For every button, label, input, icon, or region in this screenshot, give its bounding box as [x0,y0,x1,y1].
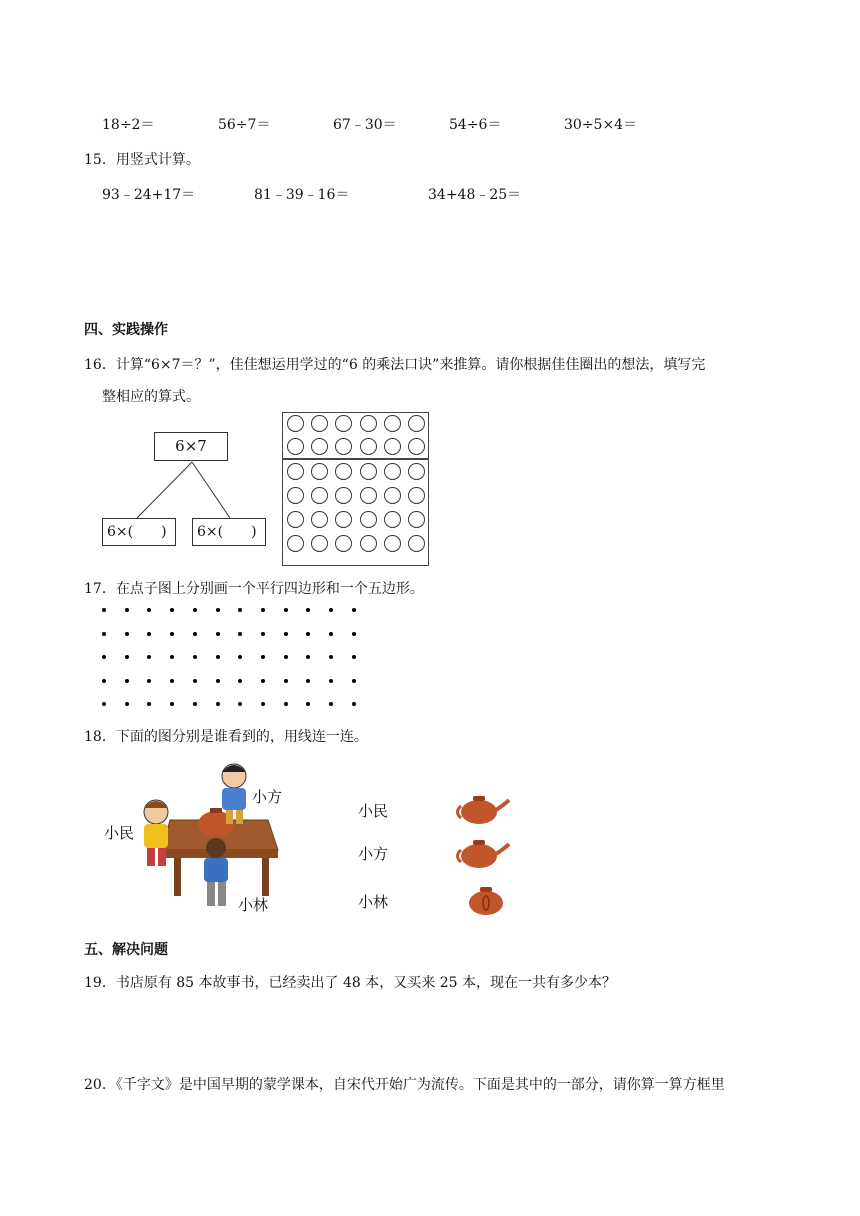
circle-mark [384,535,401,552]
q15-title: 15．用竖式计算。 [84,152,200,168]
grid-dot[interactable] [193,679,197,683]
circle-mark [360,487,377,504]
circle-group-top [282,412,429,459]
section-5-title: 五、解决问题 [84,942,168,958]
calc-item-2: 56÷7＝ [218,117,271,133]
circle-mark [384,415,401,432]
circle-mark [360,438,377,455]
circle-mark [287,438,304,455]
circle-mark [384,463,401,480]
circle-mark [360,511,377,528]
grid-dot[interactable] [216,632,220,636]
q16-line-2: 整相应的算式。 [102,389,200,405]
grid-dot[interactable] [102,655,106,659]
circle-mark [287,487,304,504]
grid-dot[interactable] [352,679,356,683]
grid-dot[interactable] [125,679,129,683]
grid-dot[interactable] [147,608,151,612]
grid-dot[interactable] [238,632,242,636]
top-box-6x7: 6×7 [154,432,228,461]
teapot-side-view-1[interactable] [453,790,511,826]
q20-text: 20．《千字文》是中国早期的蒙学课本，自宋代开始广为流传。下面是其中的一部分，请你算一算方框里 [84,1077,725,1093]
grid-dot[interactable] [329,632,333,636]
grid-dot[interactable] [284,608,288,612]
q19-text: 19．书店原有 85 本故事书，已经卖出了 48 本，又买来 25 本，现在一共有多少本？ [84,975,616,991]
grid-dot[interactable] [284,632,288,636]
grid-dot[interactable] [261,608,265,612]
scene-label-xiaofang: 小方 [252,788,283,806]
grid-dot[interactable] [306,608,310,612]
grid-dot[interactable] [306,655,310,659]
right-answer-box[interactable]: 6×( ) [192,518,266,546]
grid-dot[interactable] [329,702,333,706]
grid-dot[interactable] [352,655,356,659]
grid-dot[interactable] [261,632,265,636]
grid-dot[interactable] [261,679,265,683]
q15-item-3: 34+48﹣25＝ [428,187,522,203]
circle-mark [384,487,401,504]
calc-item-4: 54÷6＝ [449,117,502,133]
scene-label-xiaolin: 小林 [238,896,269,914]
grid-dot[interactable] [125,608,129,612]
circle-mark [408,415,425,432]
grid-dot[interactable] [306,702,310,706]
grid-dot[interactable] [147,632,151,636]
circle-group-bottom [282,459,429,566]
name-xiaolin[interactable]: 小林 [358,893,389,911]
circle-mark [408,438,425,455]
table-scene-illustration [100,758,305,918]
q17-title: 17．在点子图上分别画一个平行四边形和一个五边形。 [84,581,424,597]
circle-mark [287,463,304,480]
left-answer-box[interactable]: 6×( ) [102,518,176,546]
grid-dot[interactable] [102,632,106,636]
q16-line-1: 16．计算“6×7＝？”，佳佳想运用学过的“6 的乘法口诀”来推算。请你根据佳佳圈出的想法，填写完 [84,357,706,373]
grid-dot[interactable] [170,655,174,659]
grid-dot[interactable] [352,608,356,612]
grid-dot[interactable] [306,679,310,683]
circle-mark [408,487,425,504]
grid-dot[interactable] [216,608,220,612]
grid-dot[interactable] [216,655,220,659]
circle-mark [360,535,377,552]
grid-dot[interactable] [216,702,220,706]
teapot-side-view-2[interactable] [453,834,511,870]
grid-dot[interactable] [352,702,356,706]
grid-dot[interactable] [284,679,288,683]
grid-dot[interactable] [147,702,151,706]
grid-dot[interactable] [147,679,151,683]
circle-mark [287,511,304,528]
grid-dot[interactable] [193,632,197,636]
grid-dot[interactable] [261,655,265,659]
name-xiaomin[interactable]: 小民 [358,802,389,820]
grid-dot[interactable] [170,632,174,636]
grid-dot[interactable] [102,608,106,612]
section-4-title: 四、实践操作 [84,322,168,338]
name-xiaofang[interactable]: 小方 [358,845,389,863]
multiplication-tree-diagram [100,430,270,550]
grid-dot[interactable] [238,702,242,706]
grid-dot[interactable] [329,608,333,612]
circle-mark [287,415,304,432]
grid-dot[interactable] [125,655,129,659]
circle-mark [408,463,425,480]
circle-mark [360,463,377,480]
calc-item-1: 18÷2＝ [102,117,155,133]
grid-dot[interactable] [193,655,197,659]
grid-dot[interactable] [238,655,242,659]
grid-dot[interactable] [170,608,174,612]
grid-dot[interactable] [170,679,174,683]
grid-dot[interactable] [238,679,242,683]
calc-item-3: 67﹣30＝ [333,117,397,133]
grid-dot[interactable] [216,679,220,683]
circle-mark [408,511,425,528]
grid-dot[interactable] [102,679,106,683]
grid-dot[interactable] [352,632,356,636]
scene-label-xiaomin: 小民 [104,824,135,842]
grid-dot[interactable] [193,702,197,706]
grid-dot[interactable] [238,608,242,612]
grid-dot[interactable] [329,655,333,659]
grid-dot[interactable] [147,655,151,659]
circle-mark [408,535,425,552]
grid-dot[interactable] [284,702,288,706]
circle-mark [384,511,401,528]
q15-item-1: 93﹣24+17＝ [102,187,196,203]
grid-dot[interactable] [170,702,174,706]
teapot-front-view[interactable] [466,881,506,917]
grid-dot[interactable] [284,655,288,659]
grid-dot[interactable] [193,608,197,612]
grid-dot[interactable] [125,632,129,636]
circle-mark [384,438,401,455]
grid-dot[interactable] [261,702,265,706]
grid-dot[interactable] [102,702,106,706]
circle-mark [287,535,304,552]
grid-dot[interactable] [329,679,333,683]
grid-dot[interactable] [125,702,129,706]
q18-title: 18．下面的图分别是谁看到的，用线连一连。 [84,729,368,745]
calc-item-5: 30÷5×4＝ [564,117,638,133]
grid-dot[interactable] [306,632,310,636]
circle-mark [360,415,377,432]
q15-item-2: 81﹣39﹣16＝ [254,187,350,203]
